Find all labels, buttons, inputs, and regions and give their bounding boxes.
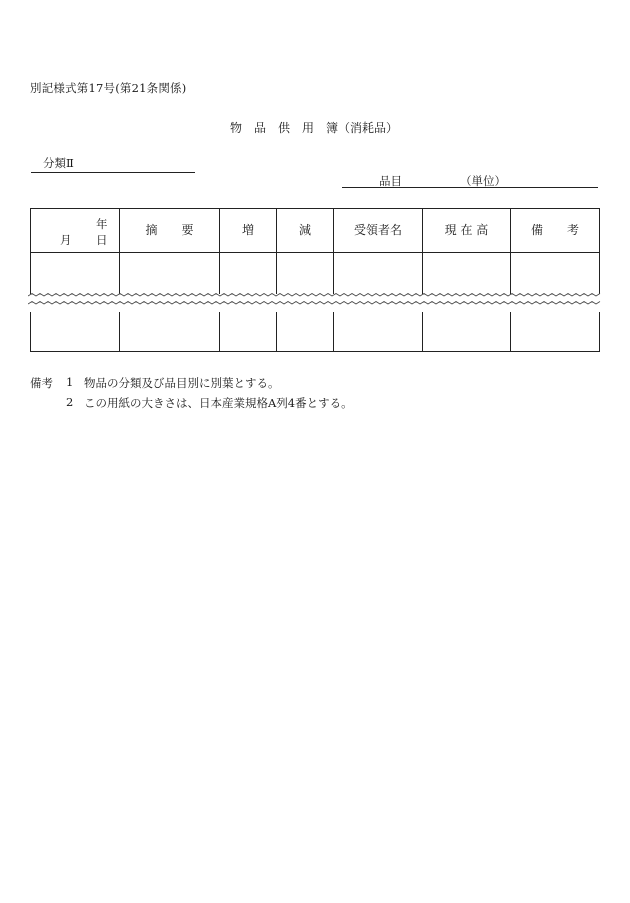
classification-field <box>31 155 195 173</box>
document-title: 物 品 供 用 簿（消耗品） <box>230 121 399 135</box>
header-decrease: 減 <box>298 223 311 237</box>
remark-number: 1 <box>66 375 74 389</box>
header-day: 日 <box>96 233 108 247</box>
column-divider <box>510 312 511 352</box>
classification-label: 分類Ⅱ <box>43 156 74 170</box>
remark-text: この用紙の大きさは、日本産業規格A列4番とする。 <box>84 396 353 410</box>
remark-number: 2 <box>66 395 74 409</box>
header-notes: 備 考 <box>530 223 579 237</box>
header-date <box>30 208 119 251</box>
header-month: 月 <box>60 233 72 247</box>
item-unit-field <box>342 173 598 188</box>
column-divider <box>333 312 334 352</box>
item-label: 品目 <box>379 174 402 188</box>
column-divider <box>119 312 120 352</box>
header-summary: 摘 要 <box>145 223 194 237</box>
header-increase: 増 <box>241 223 254 237</box>
header-balance: 現 在 高 <box>444 223 489 237</box>
table-row <box>30 251 600 294</box>
table-break-mark <box>28 292 602 306</box>
column-divider <box>219 312 220 352</box>
column-divider <box>422 312 423 352</box>
remarks-label: 備考 <box>30 376 53 390</box>
header-recipient: 受領者名 <box>353 223 402 237</box>
form-number: 別記様式第17号(第21条関係) <box>30 81 187 95</box>
table-row <box>30 312 600 352</box>
unit-label: （単位） <box>460 174 506 188</box>
remark-text: 物品の分類及び品目別に別葉とする。 <box>84 376 280 390</box>
ledger-table <box>30 208 600 354</box>
header-year: 年 <box>96 217 108 231</box>
column-divider <box>276 312 277 352</box>
